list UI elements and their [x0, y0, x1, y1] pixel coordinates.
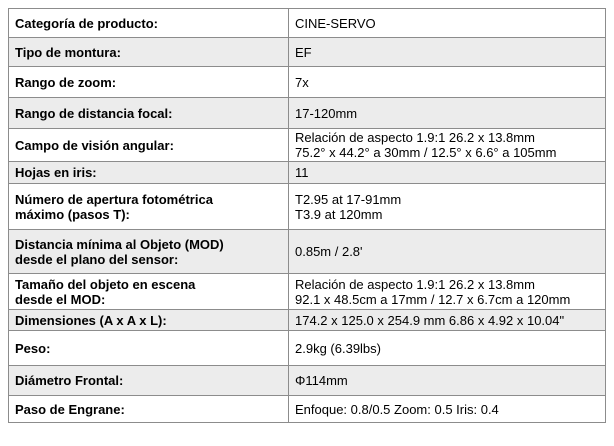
spec-value: [289, 310, 606, 331]
spec-label-line: Paso de Engrane:: [15, 401, 125, 417]
spec-value-line: 0.85m / 2.8': [295, 244, 363, 259]
spec-value: [289, 331, 606, 366]
spec-value: [289, 184, 606, 230]
spec-label: [9, 67, 289, 98]
spec-value: [289, 9, 606, 38]
spec-value-line: CINE-SERVO: [295, 15, 376, 31]
table-row: [9, 396, 606, 423]
spec-label-line: Categoría de producto:: [15, 15, 159, 31]
spec-value-line: Enfoque: 0.8/0.5 Zoom: 0.5 Iris: 0.4: [295, 401, 499, 417]
table-row: [9, 38, 606, 67]
spec-label-line: desde el MOD:: [15, 291, 106, 307]
spec-value: [289, 129, 606, 162]
spec-value: [289, 98, 606, 129]
spec-label-line: Tamaño del objeto en escena: [15, 276, 196, 292]
table-row: [9, 331, 606, 366]
spec-value: [289, 162, 606, 184]
spec-value: [289, 38, 606, 67]
spec-value-line: Relación de aspecto 1.9:1 26.2 x 13.8mm: [295, 130, 535, 145]
spec-label: [9, 9, 289, 38]
spec-value-line: 17-120mm: [295, 105, 358, 121]
spec-label: [9, 230, 289, 274]
spec-value-line: Φ114mm: [295, 373, 348, 388]
spec-value: [289, 396, 606, 423]
spec-value-line: 92.1 x 48.5cm a 17mm / 12.7 x 6.7cm a 120mm: [295, 291, 571, 307]
spec-value: [289, 274, 606, 310]
spec-label-line: Rango de zoom:: [15, 74, 117, 90]
spec-value-line: 174.2 x 125.0 x 254.9 mm 6.86 x 4.92 x 10.04": [295, 312, 565, 328]
table-row: [9, 98, 606, 129]
table-row: [9, 184, 606, 230]
spec-label: [9, 274, 289, 310]
spec-label: [9, 98, 289, 129]
spec-label: [9, 129, 289, 162]
spec-value-line: 7x: [295, 74, 309, 90]
table-row: [9, 274, 606, 310]
spec-value-line: Relación de aspecto 1.9:1 26.2 x 13.8mm: [295, 276, 535, 292]
spec-label-line: Número de apertura fotométrica: [15, 191, 213, 207]
table-row: [9, 9, 606, 38]
spec-value: [289, 366, 606, 396]
spec-value-line: 75.2° x 44.2° a 30mm / 12.5° x 6.6° a 105mm: [295, 145, 557, 160]
spec-label-line: máximo (pasos T):: [15, 206, 130, 222]
spec-label-line: Distancia mínima al Objeto (MOD): [15, 236, 224, 252]
spec-label-line: Diámetro Frontal:: [15, 373, 124, 388]
spec-value: [289, 230, 606, 274]
spec-label-line: Dimensiones (A x A x L):: [15, 312, 167, 328]
spec-label-line: Campo de visión angular:: [15, 137, 174, 153]
spec-label: [9, 38, 289, 67]
spec-value-line: 11: [295, 165, 309, 180]
table-row: [9, 67, 606, 98]
spec-label: [9, 162, 289, 184]
spec-value-line: 2.9kg (6.39lbs): [295, 340, 381, 356]
table-row: [9, 129, 606, 162]
table-row: [9, 310, 606, 331]
spec-label-line: Hojas en iris:: [15, 165, 97, 180]
spec-value-line: EF: [295, 44, 312, 60]
spec-label-line: desde el plano del sensor:: [15, 251, 179, 267]
table-row: [9, 366, 606, 396]
spec-label-line: Peso:: [15, 340, 51, 356]
spec-label: [9, 396, 289, 423]
spec-value: [289, 67, 606, 98]
spec-table: [8, 8, 606, 423]
spec-label-line: Rango de distancia focal:: [15, 105, 173, 121]
spec-label-line: Tipo de montura:: [15, 44, 121, 60]
spec-label: [9, 366, 289, 396]
table-row: [9, 162, 606, 184]
spec-label: [9, 331, 289, 366]
table-row: [9, 230, 606, 274]
spec-label: [9, 184, 289, 230]
spec-label: [9, 310, 289, 331]
spec-value-line: T2.95 at 17-91mm: [295, 191, 402, 207]
spec-value-line: T3.9 at 120mm: [295, 206, 383, 222]
